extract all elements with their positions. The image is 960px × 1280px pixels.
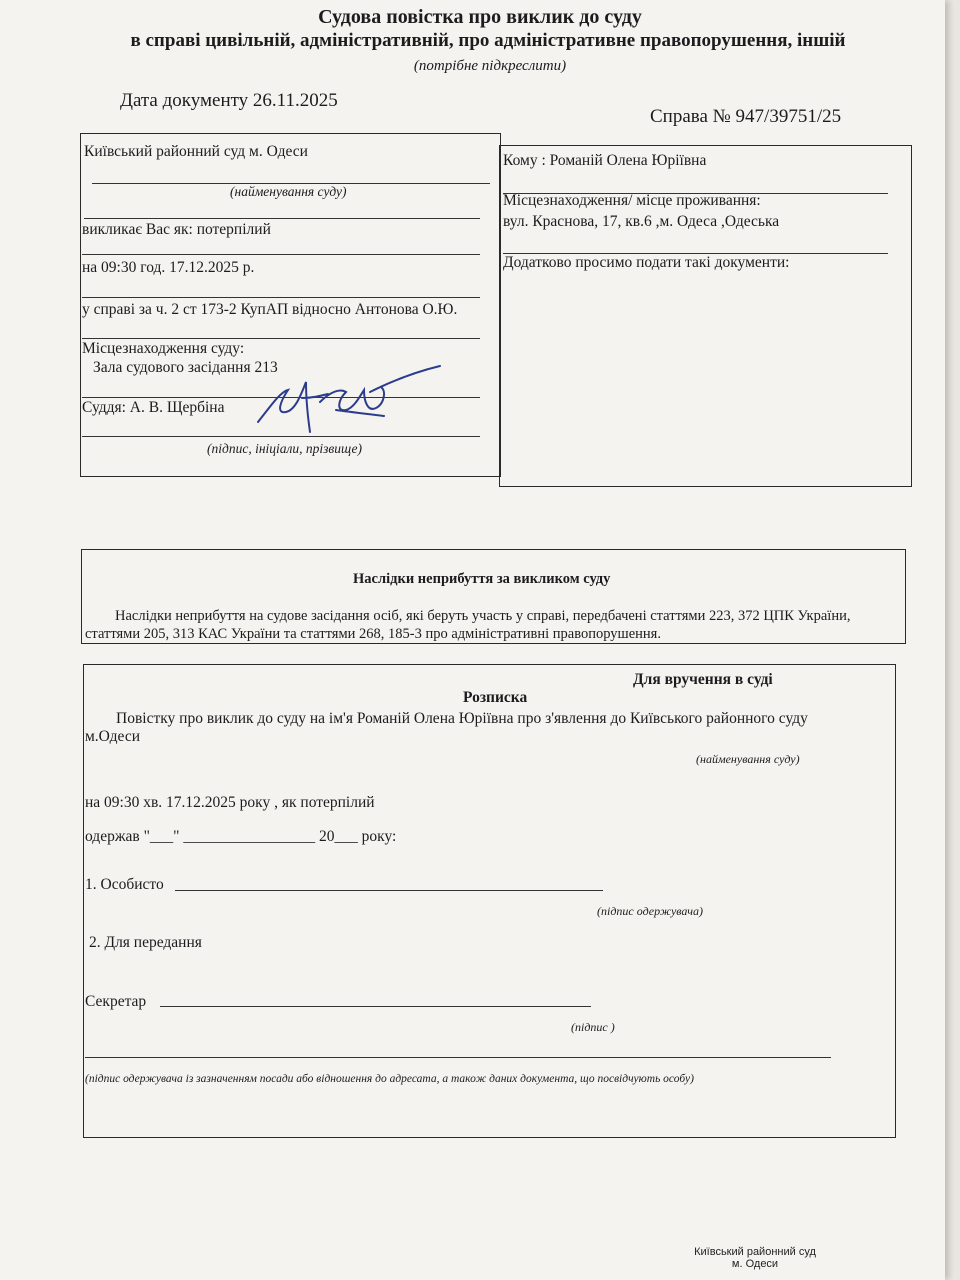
consequences-text-2: статтями 205, 313 КАС України та статтями 268, 185-3 про адміністративні правопорушення.	[85, 626, 661, 642]
receipt-time: на 09:30 хв. 17.12.2025 року , як потерпілий	[85, 794, 375, 811]
recipient-details-line	[85, 1057, 831, 1058]
divider	[82, 254, 480, 255]
secretary-signature-line	[160, 1006, 591, 1007]
document-title: Судова повістка про виклик до суду	[318, 6, 642, 28]
signature-caption: (підпис, ініціали, прізвище)	[207, 441, 363, 456]
received-date: одержав "___" _________________ 20___ року:	[85, 828, 397, 845]
court-name-caption: (найменування суду)	[230, 184, 347, 199]
receipt-text-1: Повістку про виклик до суду на ім'я Романій Олена Юріївна про з'явлення до Київського районного суду	[116, 710, 808, 727]
case-description: у справі за ч. 2 ст 173-2 КупАП відносно Антонова О.Ю.	[82, 301, 458, 318]
court-location-value: Зала судового засідання 213	[93, 359, 278, 376]
court-stamp	[680, 1246, 830, 1270]
personally-label: 1. Особисто	[85, 876, 164, 893]
bottom-caption: (підпис одержувача із зазначенням посади або відношення до адресата, а також даних документа, що посвідчують особу)	[85, 1073, 694, 1085]
document-subtitle: в справі цивільній, адміністративній, про адміністративне правопорушення, іншій	[130, 30, 846, 51]
court-location-label: Місцезнаходження суду:	[82, 340, 245, 357]
receipt-court-caption: (найменування суду)	[696, 752, 800, 766]
judge-signature-icon	[250, 362, 450, 442]
underline-note: (потрібне підкреслити)	[413, 58, 567, 74]
secretary-signature-caption: (підпис )	[571, 1020, 615, 1034]
stamp-line-2: м. Одеси	[731, 1258, 779, 1270]
document-date: Дата документу 26.11.2025	[120, 90, 338, 111]
hearing-time: на 09:30 год. 17.12.2025 р.	[82, 259, 255, 276]
judge-name: Суддя: А. В. Щербіна	[82, 399, 225, 416]
additional-documents-label: Додатково просимо подати такі документи:	[503, 254, 790, 271]
court-name: Київський районний суд м. Одеси	[84, 143, 308, 160]
receipt-box	[83, 664, 896, 1138]
stamp-line-1: Київський районний суд	[694, 1246, 816, 1258]
divider	[84, 218, 480, 219]
summons-role: викликає Вас як: потерпілий	[82, 221, 271, 238]
for-transfer-label: 2. Для передання	[89, 934, 202, 951]
for-court-label: Для вручення в суді	[633, 671, 773, 688]
receipt-title: Розписка	[463, 689, 528, 706]
case-number: Справа № 947/39751/25	[650, 106, 842, 127]
consequences-text-1: Наслідки неприбуття на судове засідання осіб, які беруть участь у справі, передбачені статтями 223, 372 ЦПК України,	[115, 608, 851, 624]
personally-signature-line	[175, 890, 603, 891]
divider	[82, 297, 480, 298]
consequences-title: Наслідки неприбуття за викликом суду	[353, 571, 611, 587]
recipient-address-value: вул. Краснова, 17, кв.6 ,м. Одеса ,Одеська	[503, 213, 780, 230]
secretary-label: Секретар	[85, 993, 147, 1010]
recipient-name: Кому : Романій Олена Юріївна	[503, 152, 707, 169]
recipient-signature-caption: (підпис одержувача)	[597, 904, 703, 918]
receipt-text-2: м.Одеси	[85, 728, 140, 745]
divider	[82, 338, 480, 339]
recipient-address-label: Місцезнаходження/ місце проживання:	[503, 192, 761, 209]
